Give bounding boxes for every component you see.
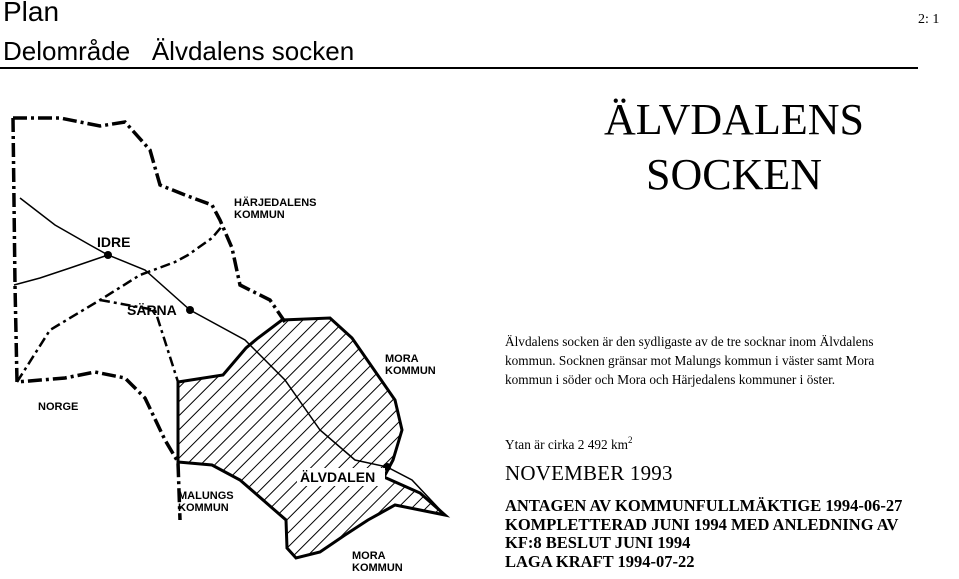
map-label-mora-ne: MORA: [385, 353, 419, 365]
map-label-mora-ne-kommun: KOMMUN: [385, 365, 436, 377]
adoption-line: LAGA KRAFT 1994-07-22: [505, 551, 695, 571]
map-label-sarna: SÄRNA: [127, 302, 177, 318]
description-line: Älvdalens socken är den sydligaste av de tre socknar inom Älvdalens: [505, 334, 874, 349]
adoption-block: [505, 497, 902, 571]
socken-title-line1: ÄLVDALENS: [604, 95, 864, 144]
area-value: Ytan är cirka 2 492 km: [505, 437, 628, 452]
area-unit-exponent: 2: [627, 435, 633, 445]
socken-title: [560, 92, 908, 202]
adoption-line: KOMPLETTERAD JUNI 1994 MED ANLEDNING AV: [505, 514, 899, 534]
page-subtitle: Delområde Älvdalens socken: [3, 36, 355, 66]
map-label-malungs-kommun: KOMMUN: [178, 502, 229, 514]
adoption-line: KF:8 BESLUT JUNI 1994: [505, 533, 691, 552]
map-label-harjedalens: HÄRJEDALENS: [234, 197, 317, 209]
map-label-malungs: MALUNGS: [178, 490, 234, 502]
date-heading: NOVEMBER 1993: [505, 461, 673, 485]
description-paragraph: [505, 332, 957, 389]
area-text: [505, 435, 632, 453]
map-label-mora-s: MORA: [352, 550, 386, 562]
page-number: 2: 1: [918, 12, 940, 27]
map-label-norge: NORGE: [38, 401, 79, 413]
idre-marker: [104, 251, 112, 259]
page-title: Plan: [3, 0, 60, 27]
adoption-line: ANTAGEN AV KOMMUNFULLMÄKTIGE 1994-06-27: [505, 496, 903, 515]
road-line: [14, 255, 108, 285]
west-boundary: [13, 118, 180, 520]
map-label-mora-s-kommun: KOMMUN: [352, 562, 403, 574]
socken-title-line2: SOCKEN: [645, 150, 823, 199]
map-label-alvdalen: ÄLVDALEN: [300, 469, 376, 485]
map-label-idre: IDRE: [97, 234, 131, 250]
description-line: kommun. Socknen gränsar mot Malungs kommun i väster samt Mora: [505, 353, 875, 368]
sarna-marker: [186, 306, 194, 314]
map-label-harjedalens-kommun: KOMMUN: [234, 209, 285, 221]
description-line: kommun i söder och Mora och Härjedalens kommuner i öster.: [505, 372, 836, 387]
